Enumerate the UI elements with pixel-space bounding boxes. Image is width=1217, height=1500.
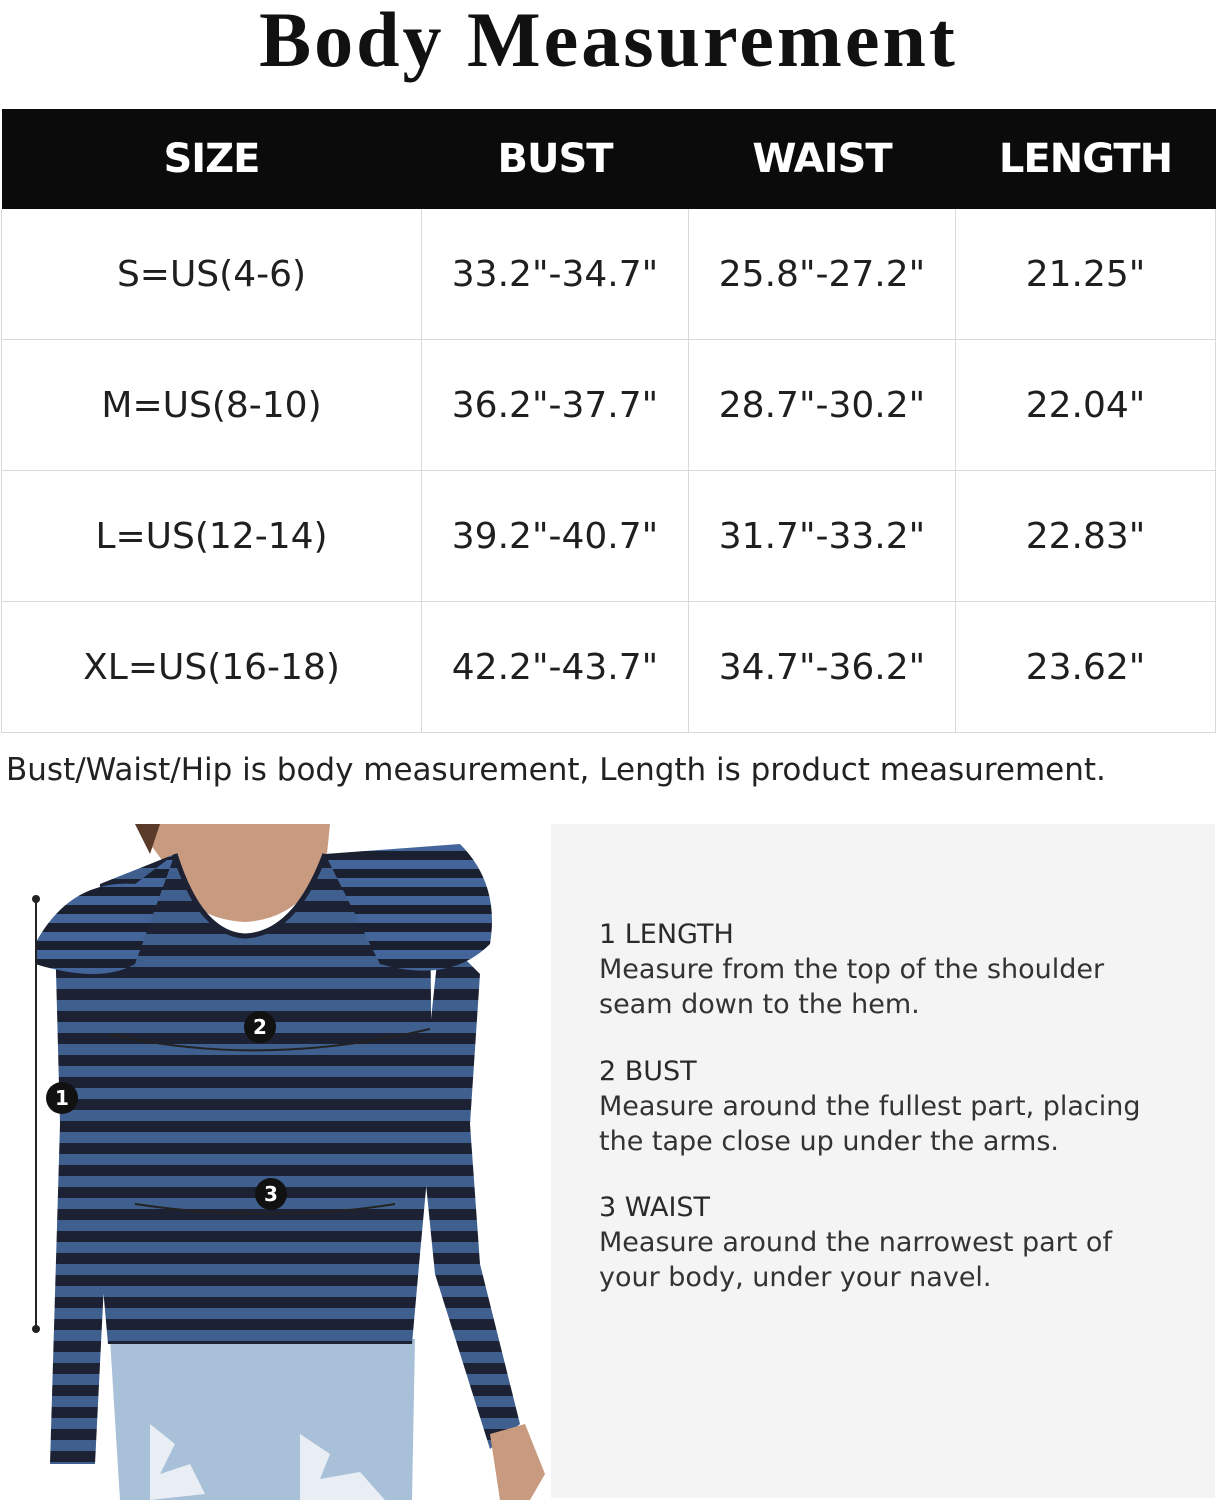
marker-bust — [244, 1011, 276, 1043]
striped-top-illustration — [0, 824, 548, 1500]
cell-size: XL=US(16-18) — [2, 602, 422, 733]
cell-waist: 25.8"-27.2" — [689, 209, 956, 340]
cell-size: L=US(12-14) — [2, 471, 422, 602]
product-photo — [0, 824, 548, 1500]
page-title: Body Measurement — [259, 0, 958, 83]
table-row — [2, 340, 1216, 471]
table-row — [2, 471, 1216, 602]
cell-size: S=US(4-6) — [2, 209, 422, 340]
cell-waist: 31.7"-33.2" — [689, 471, 956, 602]
cell-waist: 34.7"-36.2" — [689, 602, 956, 733]
size-chart-table — [1, 109, 1216, 733]
cell-bust: 36.2"-37.7" — [422, 340, 689, 471]
guide-bust — [599, 1055, 1141, 1159]
cell-length: 21.25" — [956, 209, 1216, 340]
cell-bust: 39.2"-40.7" — [422, 471, 689, 602]
cell-waist: 28.7"-30.2" — [689, 340, 956, 471]
guide-length-heading: 1 LENGTH — [599, 919, 734, 950]
table-row — [2, 602, 1216, 733]
guide-waist-heading: 3 WAIST — [599, 1192, 711, 1223]
header-size: SIZE — [2, 109, 422, 209]
header-length: LENGTH — [956, 109, 1216, 209]
measurement-guide-panel — [551, 824, 1215, 1498]
cell-bust: 33.2"-34.7" — [422, 209, 689, 340]
cell-length: 23.62" — [956, 602, 1216, 733]
guide-bust-text: Measure around the fullest part, placing the tape close up under the arms. — [599, 1091, 1141, 1157]
guide-waist — [599, 1191, 1112, 1295]
cell-length: 22.04" — [956, 340, 1216, 471]
guide-length — [599, 918, 1104, 1022]
cell-bust: 42.2"-43.7" — [422, 602, 689, 733]
header-waist: WAIST — [689, 109, 956, 209]
cell-size: M=US(8-10) — [2, 340, 422, 471]
guide-waist-text: Measure around the narrowest part of your body, under your navel. — [599, 1227, 1112, 1293]
table-header-row — [2, 109, 1216, 209]
svg-text:2: 2 — [253, 1015, 267, 1039]
measurement-note: Bust/Waist/Hip is body measurement, Length is product measurement. — [6, 752, 1106, 788]
svg-text:3: 3 — [264, 1182, 278, 1206]
cell-length: 22.83" — [956, 471, 1216, 602]
header-bust: BUST — [422, 109, 689, 209]
guide-length-text: Measure from the top of the shoulder seam down to the hem. — [599, 954, 1105, 1020]
svg-text:1: 1 — [55, 1086, 69, 1110]
guide-bust-heading: 2 BUST — [599, 1056, 697, 1087]
marker-waist — [255, 1178, 287, 1210]
marker-length — [46, 1082, 78, 1114]
right-sleeve — [420, 934, 520, 1449]
table-row — [2, 209, 1216, 340]
